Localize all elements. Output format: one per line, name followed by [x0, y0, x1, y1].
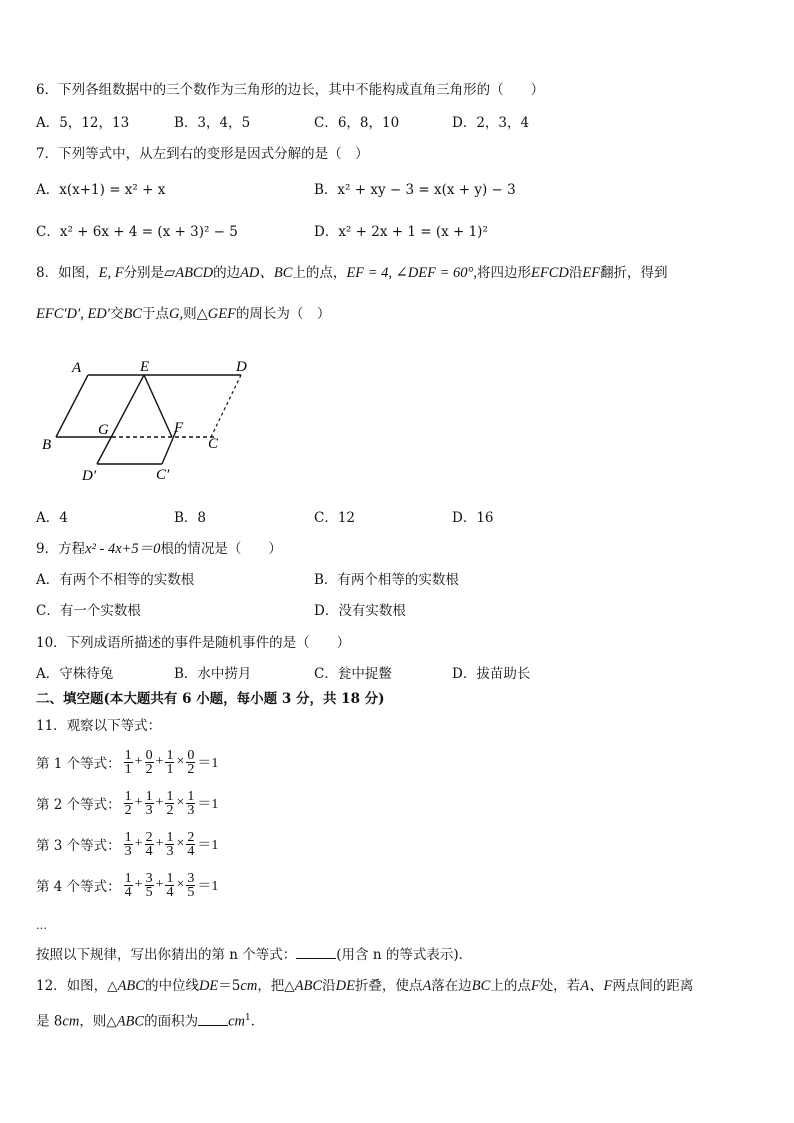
q12-line1: 12．如图，△ABC的中位线DE＝5cm，把△ABC沿DE折叠，使点A落在边BC上的点F处，若A、F两点间的距离 [36, 978, 694, 994]
q8-option-a: A．4 [36, 510, 68, 526]
q10-option-b: B．水中捞月 [174, 666, 252, 682]
label-B: B [42, 437, 52, 453]
q9-option-b: B．有两个相等的实数根 [314, 572, 459, 588]
q7-option-a: A．x(x+1) = x² + x [36, 182, 166, 198]
q12-answer-blank[interactable] [198, 1011, 228, 1026]
q9-option-c: C．有一个实数根 [36, 603, 141, 619]
q12-line2: 是 8cm，则△ABC的面积为 $cm^1$． [36, 1008, 264, 1032]
q8-stem-line2: EFC′D′, ED′交BC于点G,则△GEF的周长为（ ） [36, 306, 331, 322]
label-E: E [140, 359, 150, 375]
q8-option-c: C．12 [314, 510, 356, 526]
q7-option-b: B．x² + xy − 3 = x(x + y) − 3 [314, 182, 516, 198]
q11-equation-2: 第 2 个等式： $\frac{1}{2}$ + $\frac{1}{3}$ + $\frac{1}{2}$ × $\frac{1}{3}$ ＝1 [36, 788, 219, 818]
q7-stem: 7．下列等式中，从左到右的变形是因式分解的是（ ） [36, 146, 369, 162]
q11-equation-4: 第 4 个等式： $\frac{1}{4}$ + $\frac{3}{5}$ + $\frac{1}{4}$ × $\frac{3}{5}$ ＝1 [36, 870, 219, 900]
q11-answer-blank[interactable] [296, 944, 336, 959]
q11-ending: 按照以下规律，写出你猜出的第 n 个等式： (用含 n 的等式表示)． [36, 944, 472, 965]
q10-option-d: D．拔苗助长 [452, 666, 531, 682]
label-D: D [236, 359, 247, 375]
q11-stem: 11．观察以下等式： [36, 718, 162, 734]
q6-option-a: A．5，12，13 [36, 115, 130, 131]
q9-option-d: D．没有实数根 [314, 603, 406, 619]
label-A: A [72, 360, 82, 376]
q11-equation-3: 第 3 个等式： $\frac{1}{3}$ + $\frac{2}{4}$ + $\frac{1}{3}$ × $\frac{2}{4}$ ＝1 [36, 829, 219, 859]
label-D-prime: D′ [82, 468, 97, 484]
q6-option-c: C．6，8，10 [314, 115, 400, 131]
q7-option-d: D．x² + 2x + 1 = (x + 1)² [314, 224, 488, 240]
q8-option-b: B．8 [174, 510, 207, 526]
q7-option-c: C．x² + 6x + 4 = (x + 3)² − 5 [36, 224, 238, 240]
q6-stem: 6．下列各组数据中的三个数作为三角形的边长，其中不能构成直角三角形的（ ） [36, 82, 545, 98]
q9-stem: 9．方程x² - 4x+5＝0根的情况是（ ） [36, 541, 282, 557]
q11-equation-1: 第 1 个等式： $\frac{1}{1}$ + $\frac{0}{2}$ + $\frac{1}{1}$ × $\frac{0}{2}$ ＝1 [36, 747, 219, 777]
q10-stem: 10．下列成语所描述的事件是随机事件的是（ ） [36, 635, 351, 651]
q10-option-c: C．瓮中捉鳖 [314, 666, 392, 682]
q8-option-d: D．16 [452, 510, 494, 526]
label-C: C [208, 436, 219, 452]
q6-option-b: B．3，4，5 [174, 115, 251, 131]
label-C-prime: C′ [156, 467, 170, 483]
label-G: G [98, 422, 109, 438]
q8-geometry-figure [36, 352, 266, 487]
label-F: F [174, 420, 184, 436]
q10-option-a: A．守株待兔 [36, 666, 114, 682]
q11-ellipsis: … [36, 919, 47, 932]
q9-option-a: A．有两个不相等的实数根 [36, 572, 195, 588]
q8-stem-line1: 8．如图，E, F分别是▱ABCD的边AD、BC上的点，EF = 4, ∠DEF = 60°,将四边形EFCD沿EF翻折，得到 [36, 265, 668, 281]
q6-option-d: D．2，3，4 [452, 115, 530, 131]
section-heading-fill-in: 二、填空题(本大题共有 6 小题，每小题 3 分，共 18 分) [36, 691, 385, 707]
